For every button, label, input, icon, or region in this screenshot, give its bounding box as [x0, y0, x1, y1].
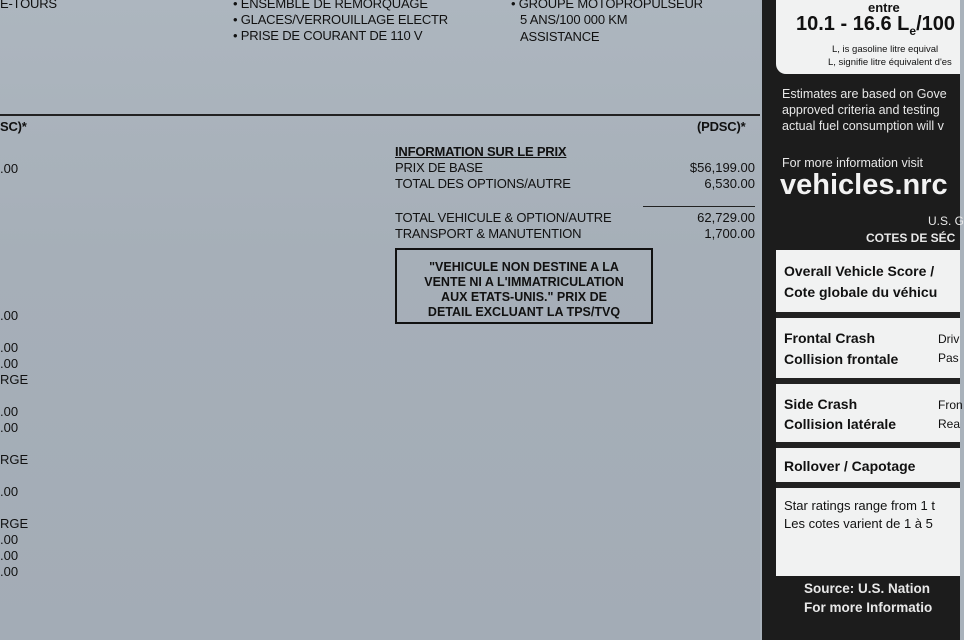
estimates-line: actual fuel consumption will v	[782, 119, 944, 133]
feature-label: PRISE DE COURANT DE 110 V	[240, 28, 423, 43]
side-seat-label: Fron	[938, 398, 963, 412]
feature-item: • GLACES/VERROUILLAGE ELECTR	[233, 12, 448, 27]
left-amount: .00	[0, 548, 19, 563]
right-column-header: (PDSC)*	[697, 119, 746, 134]
fuel-range	[796, 13, 955, 38]
ratings-range-en: Star ratings range from 1 t	[784, 498, 936, 513]
frontal-crash-en: Frontal Crash	[784, 330, 876, 346]
frontal-seat-label: Driv	[938, 332, 960, 346]
left-column-header: SC)*	[0, 119, 27, 134]
fuel-range-tail: /100	[916, 13, 956, 35]
safety-header: COTES DE SÉC	[866, 231, 956, 245]
source-line: For more Informatio	[804, 600, 933, 615]
options-total-label: TOTAL DES OPTIONS/AUTRE	[395, 176, 571, 191]
estimates-line: approved criteria and testing	[782, 103, 940, 117]
safety-header: U.S. G	[928, 214, 964, 228]
source-line: Source: U.S. Nation	[804, 581, 931, 596]
subtotal-rule	[643, 206, 755, 207]
vehicles-url: vehicles.nrc	[780, 169, 948, 201]
overall-score-fr: Cote globale du véhicu	[784, 284, 938, 300]
left-amount: .00	[0, 484, 19, 499]
left-amount: .00	[0, 532, 19, 547]
notice-line: "VEHICULE NON DESTINE A LA	[429, 260, 619, 274]
left-amount: .00	[0, 161, 19, 176]
transport-value: 1,700.00	[704, 226, 755, 241]
feature-item: • ENSEMBLE DE REMORQUAGE	[233, 0, 428, 12]
left-amount: .00	[0, 340, 19, 355]
fuel-note: L, is gasoline litre equival	[832, 44, 939, 55]
left-amount: .00	[0, 404, 19, 419]
frontal-seat-label: Pas	[938, 351, 959, 365]
left-amount: RGE	[0, 516, 29, 531]
rollover-label: Rollover / Capotage	[784, 458, 916, 474]
left-amount: .00	[0, 564, 19, 579]
options-total-value: 6,530.00	[704, 176, 755, 191]
fuel-safety-label	[762, 0, 964, 640]
left-amount: RGE	[0, 372, 29, 387]
left-amount: .00	[0, 420, 19, 435]
section-divider	[0, 114, 760, 116]
safety-ratings-box	[776, 250, 963, 576]
export-notice-box	[395, 248, 653, 324]
price-info-title: INFORMATION SUR LE PRIX	[395, 144, 567, 159]
fuel-note: L, signifie litre équivalent d'es	[828, 57, 952, 68]
side-crash-fr: Collision latérale	[784, 416, 897, 432]
left-amount: RGE	[0, 452, 29, 467]
notice-line: DETAIL EXCLUANT LA TPS/TVQ	[427, 305, 621, 319]
fuel-range-sub: e	[909, 24, 917, 38]
rating-divider	[776, 312, 960, 318]
estimates-line: Estimates are based on Gove	[782, 87, 947, 101]
rating-divider	[776, 378, 960, 384]
overall-score-en: Overall Vehicle Score /	[784, 263, 935, 279]
transport-label: TRANSPORT & MANUTENTION	[395, 226, 582, 241]
frontal-crash-fr: Collision frontale	[784, 351, 899, 367]
feature-item: • PRISE DE COURANT DE 110 V	[233, 28, 423, 43]
rating-divider	[776, 442, 960, 448]
ratings-range-fr: Les cotes varient de 1 à 5	[784, 516, 933, 531]
feature-item: E-TOURS	[0, 0, 57, 11]
vehicle-total-value: 62,729.00	[697, 210, 755, 225]
feature-item: • GROUPE MOTOPROPULSEUR	[511, 0, 703, 12]
notice-line: VENTE NI A L'IMMATRICULATION	[424, 275, 624, 289]
side-seat-label: Rea	[938, 417, 961, 431]
vehicle-total-label: TOTAL VEHICULE & OPTION/AUTRE	[395, 210, 612, 225]
fuel-consumption-box	[776, 0, 960, 74]
fuel-entre: entre	[868, 0, 900, 15]
feature-item: 5 ANS/100 000 KM	[520, 12, 628, 27]
feature-label: GLACES/VERROUILLAGE ELECTR	[240, 12, 448, 27]
side-crash-en: Side Crash	[784, 396, 858, 412]
left-amount: .00	[0, 308, 19, 323]
notice-line: AUX ETATS-UNIS." PRIX DE	[441, 290, 607, 304]
left-amount: .00	[0, 356, 19, 371]
feature-label: GROUPE MOTOPROPULSEUR	[518, 0, 703, 11]
base-price-label: PRIX DE BASE	[395, 160, 483, 175]
fuel-range-main: 10.1 - 16.6 L	[796, 13, 910, 35]
feature-label: ENSEMBLE DE REMORQUAGE	[240, 0, 428, 11]
rating-divider	[776, 482, 960, 488]
visit-text: For more information visit	[782, 156, 924, 170]
base-price-value: $56,199.00	[689, 160, 755, 175]
feature-item: ASSISTANCE	[520, 29, 600, 44]
